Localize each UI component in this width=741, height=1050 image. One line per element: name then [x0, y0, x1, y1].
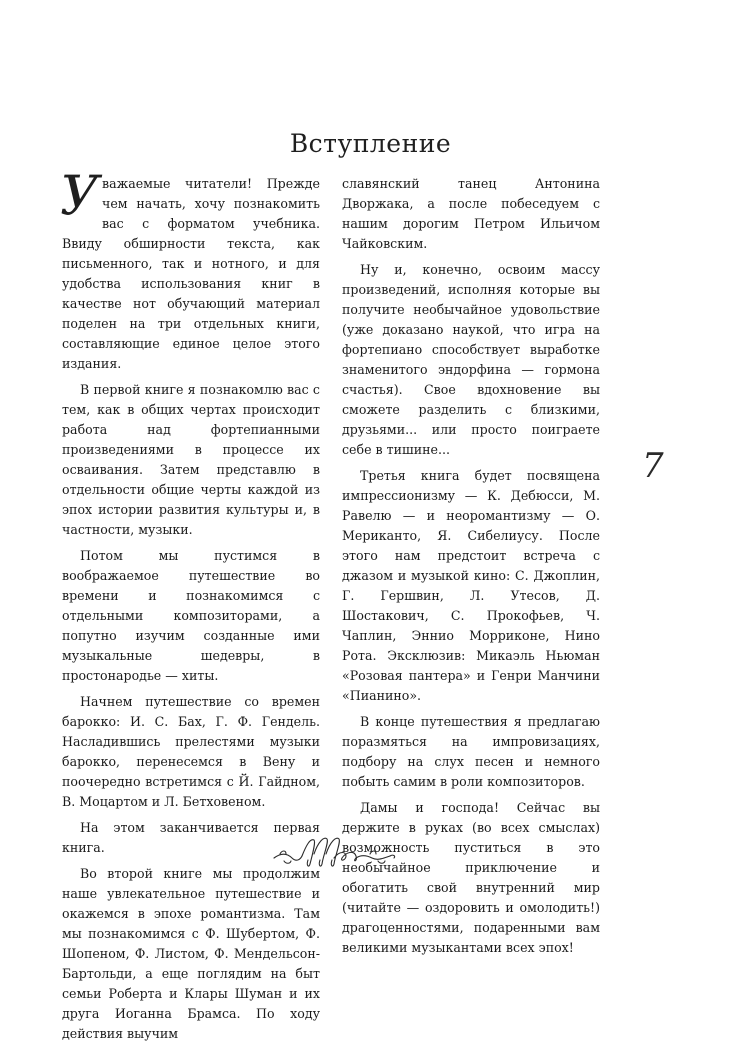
intro-paragraph [60, 164, 320, 374]
page-title: Вступление [289, 128, 452, 158]
paragraph: На этом заканчивается первая книга. [62, 820, 320, 855]
paragraph: Во второй книге мы продолжим наше увлекательное путешествие и окажемся в эпохе романтизма. Там мы познакомимся с Ф. Шубертом, Ф. Шопеном, Ф. Листом, Ф. Мендельсон-Бартольди, а еще поглядим на быт семьи Роберта и Клары Шуман и их друга Иоганна Брамса. По ходу действия выучим [62, 866, 320, 1041]
paragraph: В первой книге я познакомлю вас с тем, как в общих чертах происходит работа над фортепианными произведениями в процессе их осваивания. Затем представлю в отдельности общие черты каждой из эпох истории развития культуры и, в частности, музыки. [62, 382, 320, 537]
paragraph: В конце путешествия я предлагаю поразмяться на импровизациях, подбору на слух песен и немного побыть самим в роли композиторов. [342, 714, 600, 789]
paragraph: Ну и, конечно, освоим массу произведений, исполняя которые вы получите необычайное удовольствие (уже доказано наукой, что игра на фортепиано способствует выработке знаменитого эндорфина — гормона счастья). Свое вдохновение вы сможете разделить с близкими, друзьями... или просто поиграете себе в тишине... [342, 262, 600, 457]
paragraph: Потом мы пустимся в воображаемое путешествие во времени и познакомимся с отдельными композиторами, а попутно изучим созданные ими музыкальные шедевры, в простонародье — хиты. [62, 548, 320, 683]
paragraph: Дамы и господа! Сейчас вы держите в руках (во всех смыслах) возможность пуститься в это необычайное приключение и обогатить свой внутренний мир (читайте — оздоровить и омолодить!) драгоценностями, подаренными вам великими музыкантами всех эпох! [342, 800, 600, 955]
drop-cap: У [60, 164, 100, 227]
left-column [60, 164, 320, 1050]
intro-paragraph-text: важаемые читатели! Прежде чем начать, хочу познакомить вас с форматом учебника. Ввиду обширности текста, как письменного, так и нотного, и для удобства использования книг в качестве нот обучающий материал поделен на три отдельных книги, составляющие единое целое этого издания. [62, 176, 320, 371]
paragraph: Третья книга будет посвящена импрессионизму — К. Дебюсси, М. Равелю — и неоромантизму — О. Мериканто, Я. Сибелиусу. После этого нам предстоит встреча с джазом и музыкой кино: С. Джоплин, Г. Гершвин, Л. Утесов, Д. Шостакович, С. Прокофьев, Ч. Чаплин, Эннио Морриконе, Нино Рота. Эксклюзив: Микаэль Ньюман «Розовая пантера» и Генри Манчини «Пианино». [342, 468, 600, 703]
floral-flourish-icon [270, 832, 400, 872]
page-number: 7 [642, 446, 664, 486]
paragraph: Начнем путешествие со времен барокко: И. С. Бах, Г. Ф. Гендель. Насладившись прелестями музыки барокко, перенесемся в Вену и поочередно встретимся с Й. Гайдном, В. Моцартом и Л. Бетховеном. [62, 694, 320, 809]
paragraph-continuation: славянский танец Антонина Дворжака, а после побеседуем с нашим дорогим Петром Ильичом Чайковским. [342, 176, 600, 251]
